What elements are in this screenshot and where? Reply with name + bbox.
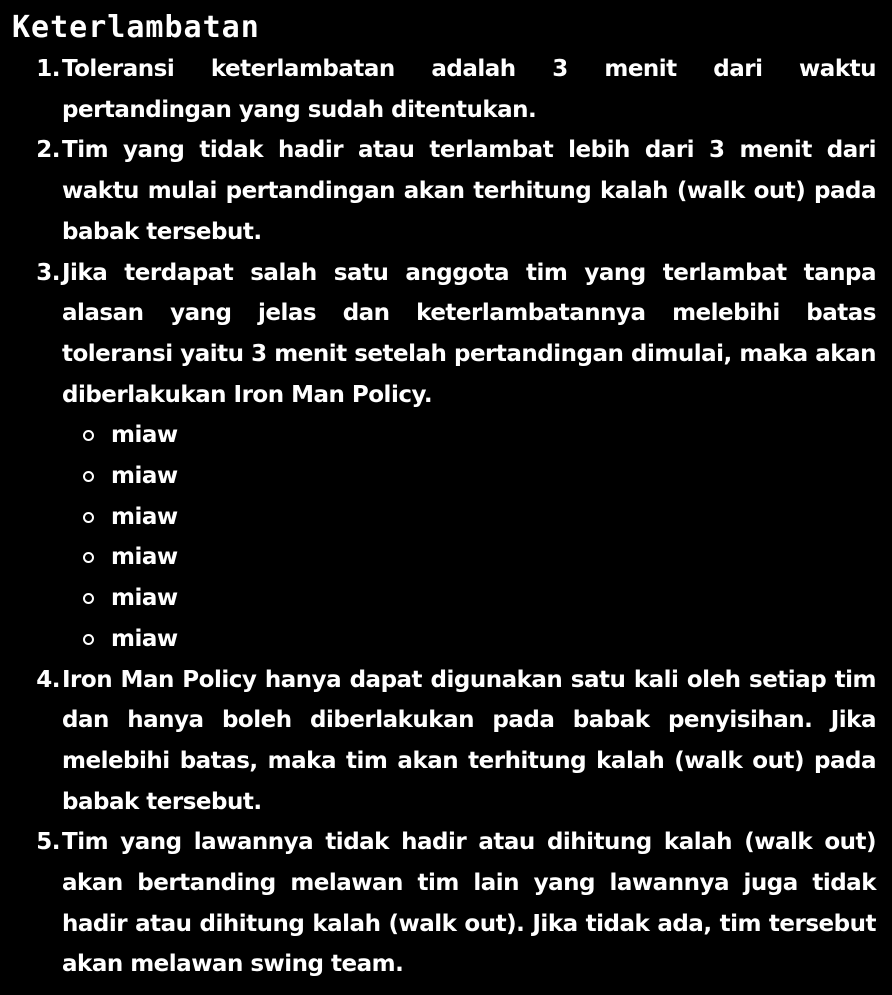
rule-3-sublist — [62, 415, 876, 659]
sublist-item-text: miaw — [111, 625, 178, 652]
hollow-circle-bullet-icon — [83, 552, 94, 563]
sublist-item — [82, 415, 876, 456]
rule-item-1 — [12, 49, 876, 130]
rule-number: 5. — [36, 829, 60, 856]
sublist-item — [82, 456, 876, 497]
section-heading: Keterlambatan — [12, 10, 260, 45]
rule-text: Toleransi keterlambatan adalah 3 menit dari waktu pertandingan yang sudah ditentukan. — [62, 56, 876, 123]
sublist-item — [82, 537, 876, 578]
hollow-circle-bullet-icon — [83, 512, 94, 523]
sublist-item-text: miaw — [111, 544, 178, 571]
hollow-circle-bullet-icon — [83, 634, 94, 645]
rule-text: Tim yang lawannya tidak hadir atau dihitung kalah (walk out) akan bertanding melawan tim lain yang lawannya juga tidak hadir atau dihitung kalah (walk out). Jika tidak ada, tim tersebut akan melawan swing team. — [62, 829, 876, 978]
rule-number: 4. — [36, 666, 60, 693]
rule-text: Iron Man Policy hanya dapat digunakan satu kali oleh setiap tim dan hanya boleh diberlakukan pada babak penyisihan. Jika melebihi batas, maka tim akan terhitung kalah (walk out) pada babak tersebut. — [62, 666, 876, 815]
rule-text: Jika terdapat salah satu anggota tim yang terlambat tanpa alasan yang jelas dan keterlambatannya melebihi batas toleransi yaitu 3 menit setelah pertandingan dimulai, maka akan diberlakukan Iron Man Policy. — [62, 259, 876, 408]
hollow-circle-bullet-icon — [83, 593, 94, 604]
sublist-item-text: miaw — [111, 463, 178, 490]
hollow-circle-bullet-icon — [83, 471, 94, 482]
rule-number: 1. — [36, 56, 60, 82]
rule-item-4 — [12, 660, 876, 823]
sublist-item — [82, 578, 876, 619]
hollow-circle-bullet-icon — [83, 430, 94, 441]
sublist-item — [82, 619, 876, 660]
rule-item-2 — [12, 130, 876, 252]
rule-item-3 — [12, 253, 876, 660]
sublist-item-text: miaw — [111, 503, 178, 530]
sublist-item-text: miaw — [111, 422, 178, 449]
sublist-item — [82, 497, 876, 538]
rule-text: Tim yang tidak hadir atau terlambat lebih dari 3 menit dari waktu mulai pertandingan akan terhitung kalah (walk out) pada babak tersebut. — [62, 137, 876, 245]
rule-number: 3. — [36, 259, 60, 286]
sublist-item-text: miaw — [111, 585, 178, 612]
rule-item-5 — [12, 822, 876, 985]
rule-number: 2. — [36, 137, 60, 164]
rules-list — [12, 49, 876, 985]
